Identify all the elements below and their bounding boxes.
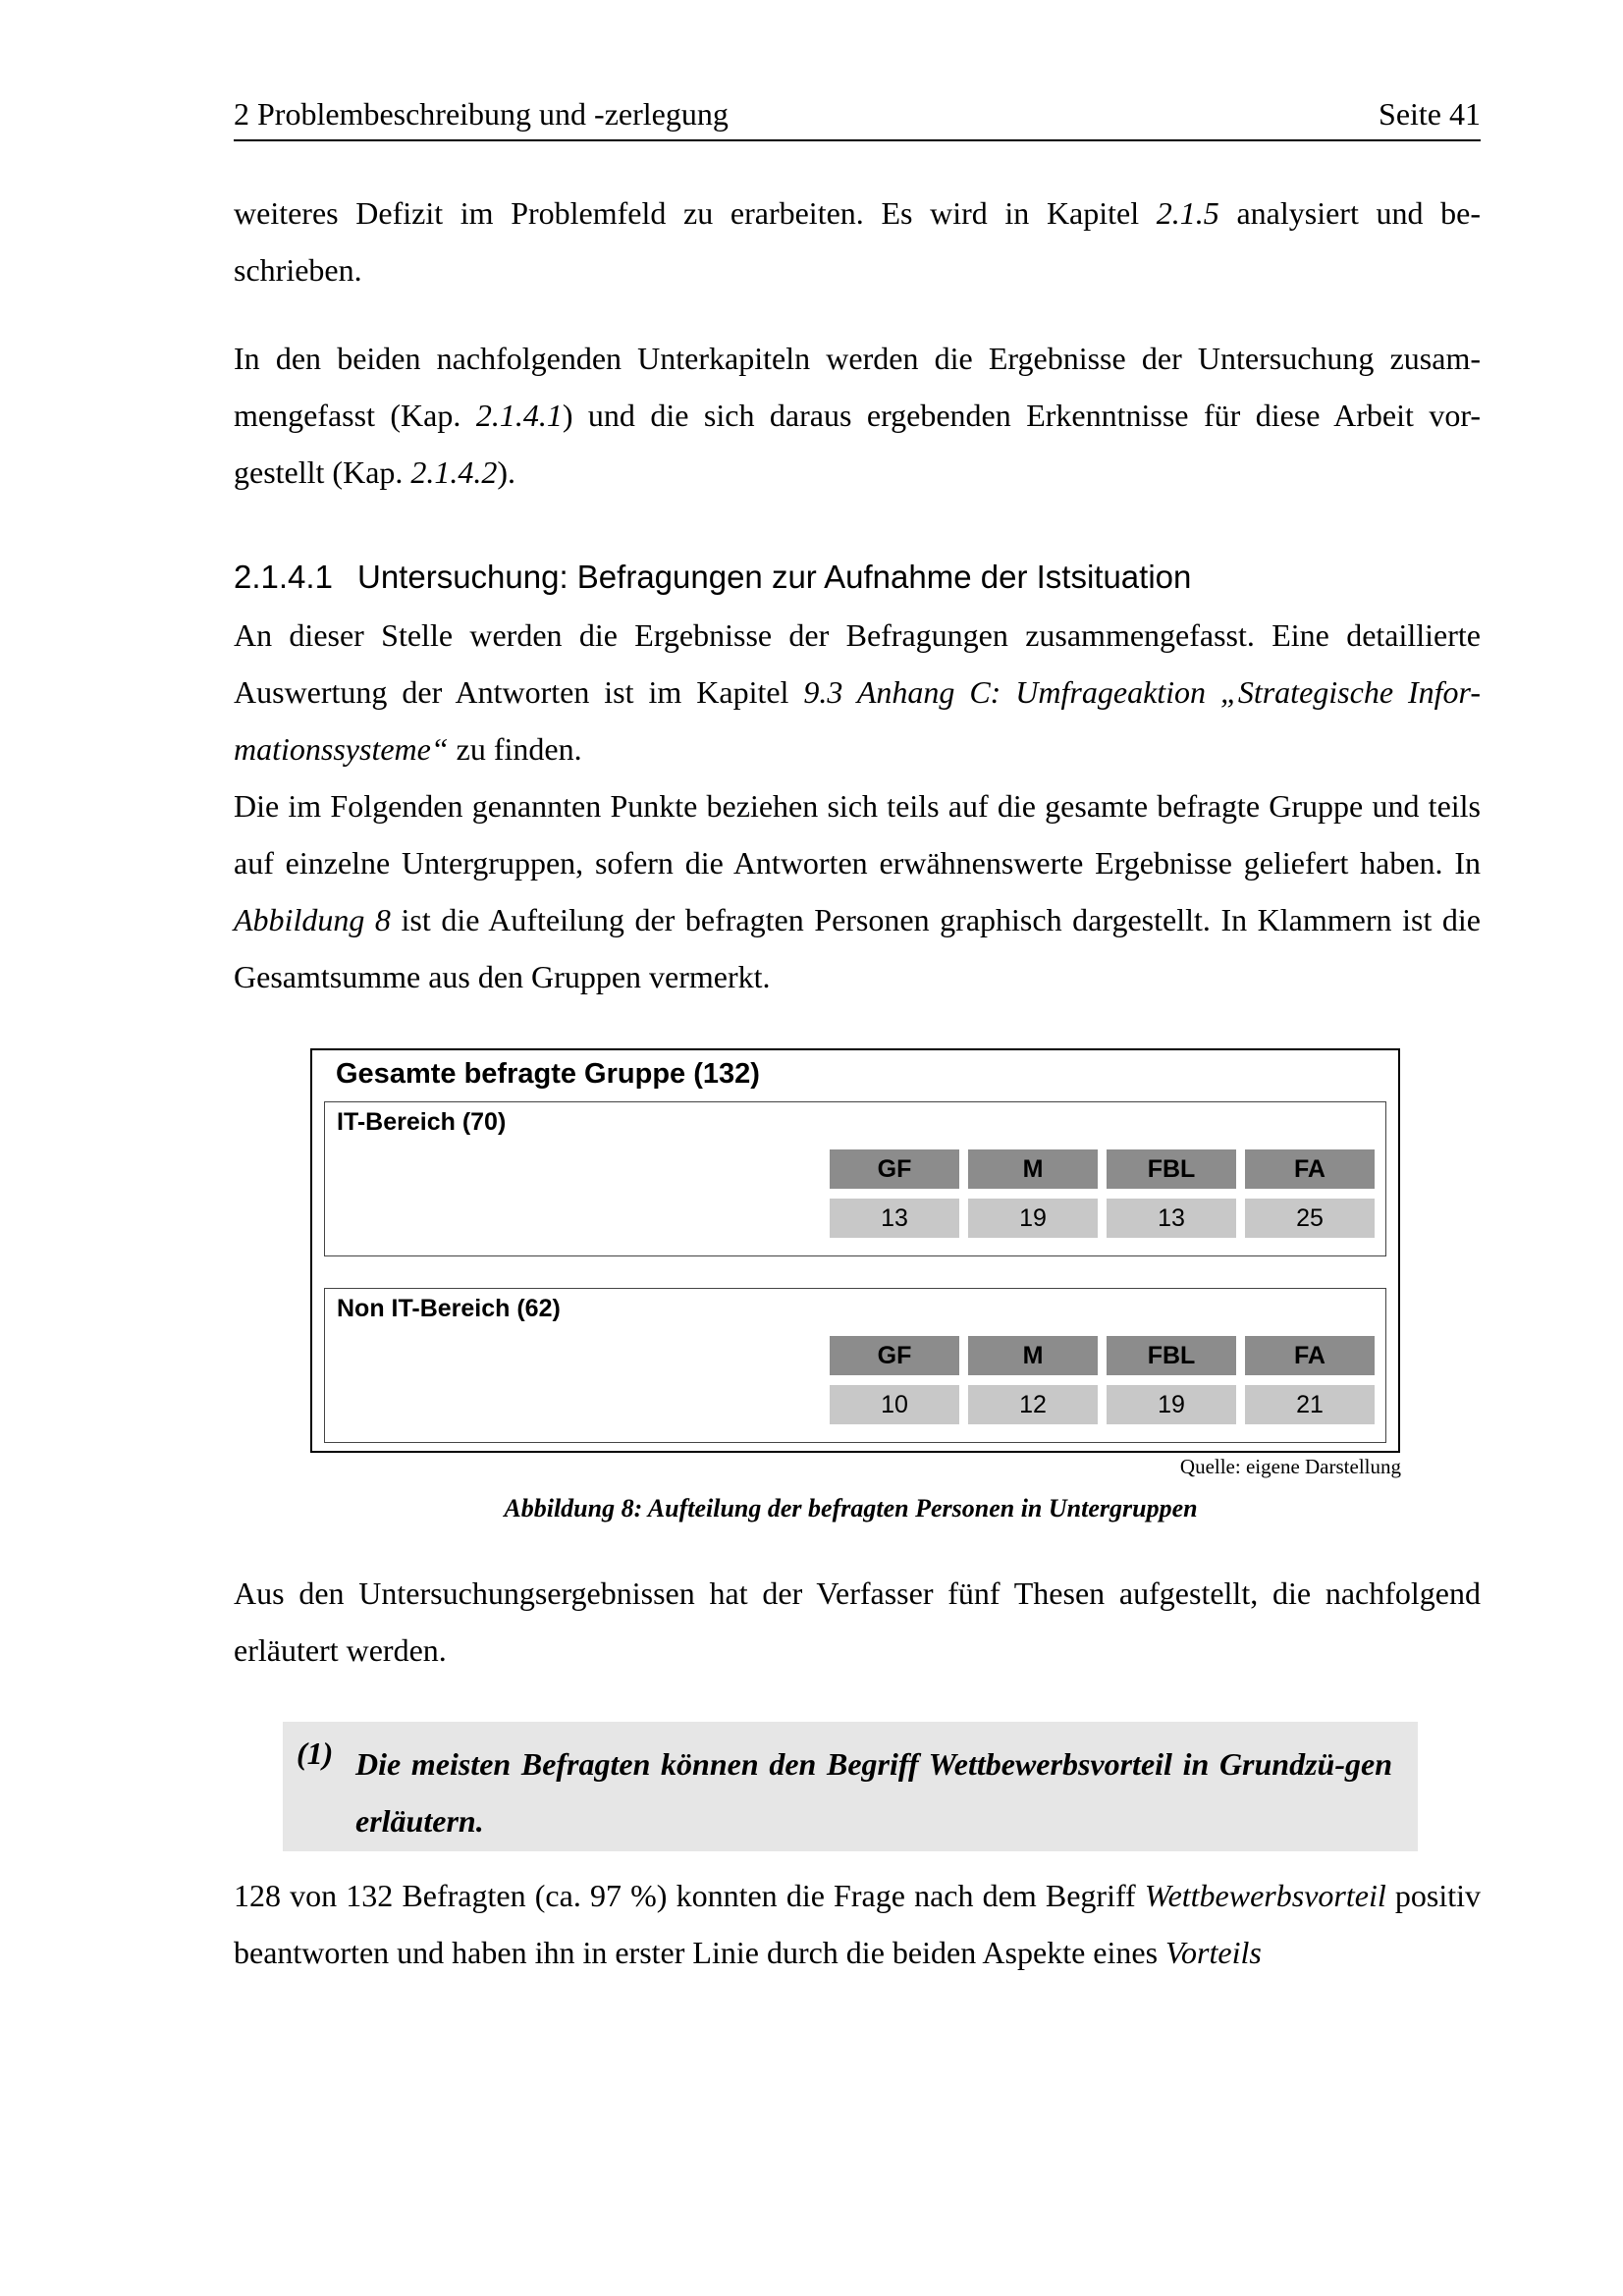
value-cell: 10 [830, 1385, 959, 1424]
value-cell: 13 [830, 1199, 959, 1238]
group-box-non-it [324, 1288, 1386, 1443]
figure-caption: Abbildung 8: Aufteilung der befragten Personen in Untergruppen [504, 1494, 1198, 1522]
value-cell: 12 [968, 1385, 1098, 1424]
page-header [234, 94, 1481, 141]
chapter-ref: 2.1.4.2 [410, 454, 498, 490]
chapter-title: 2 Problembeschreibung und -zerlegung [234, 96, 729, 132]
paragraph-5: Aus den Untersuchungsergebnissen hat der Verfasser fünf Thesen aufgestellt, die nachfolgend erläutert werden. [234, 1575, 1481, 1668]
paragraph-2: In den beiden nachfolgenden Unterkapiteln werden die Ergebnisse der Untersuchung zusam-mengefasst (Kap. 2.1.4.1) und die sich daraus ergebenden Erkenntnisse für diese Arbeit vor-gestellt (Kap. 2.1.4.2). [234, 341, 1482, 490]
thesis-box [283, 1722, 1418, 1851]
value-cell: 19 [968, 1199, 1098, 1238]
thesis-text: Die meisten Befragten können den Begriff Wettbewerbsvorteil in Grundzü-gen erläutern. [355, 1746, 1392, 1839]
thesis-number: (1) [297, 1735, 334, 1771]
value-cell: 25 [1245, 1199, 1375, 1238]
paragraph-3: An dieser Stelle werden die Ergebnisse der Befragungen zusammengefasst. Eine detaillierte Auswertung der Antworten ist im Kapitel 9.3 Anhang C: Umfrageaktion „Strategische Infor-mationssysteme“ zu finden. Die im Folgenden genannten Punkte beziehen sich teils auf die gesamte befragte Gruppe und teils auf einzelne Untergruppen, sofern die Antworten erwähnenswerte Ergebnisse geliefert haben. In Abbildung 8 ist die Aufteilung der befragten Personen graphisch dargestellt. In Klammern ist die Gesamtsumme aus den Gruppen vermerkt. [234, 617, 1482, 994]
header-cell: M [968, 1149, 1098, 1189]
header-cell: GF [830, 1336, 959, 1375]
header-cell: M [968, 1336, 1098, 1375]
chapter-ref: 2.1.4.1 [475, 398, 563, 433]
paragraph-6: 128 von 132 Befragten (ca. 97 %) konnten die Frage nach dem Begriff Wettbewerbsvorteil positiv beantworten und haben ihn in erster Linie durch die beiden Aspekte eines Vorteils [234, 1878, 1482, 1970]
figure-ref: Abbildung 8 [234, 902, 391, 937]
group-box-it [324, 1101, 1386, 1256]
figure-source: Quelle: eigene Darstellung [1179, 1455, 1401, 1478]
chapter-ref: 2.1.5 [1156, 195, 1219, 231]
paragraph-1: weiteres Defizit im Problemfeld zu erarbeiten. Es wird in Kapitel 2.1.5 analysiert und be-schrieben. [234, 195, 1482, 288]
term: Wettbewerbsvorteil [1144, 1878, 1386, 1913]
survey-group-figure [310, 1048, 1400, 1453]
header-cell: FBL [1107, 1149, 1236, 1189]
section-heading [234, 556, 1481, 599]
group-title: Non IT-Bereich (62) [337, 1295, 561, 1322]
appendix-ref: 9.3 Anhang C: Umfrageaktion „Strategische Infor-mationssysteme“ [234, 674, 1482, 767]
figure-title: Gesamte befragte Gruppe (132) [336, 1058, 760, 1090]
term: Vorteils [1165, 1935, 1262, 1970]
group-title: IT-Bereich (70) [337, 1108, 507, 1136]
header-cell: FBL [1107, 1336, 1236, 1375]
section-number: 2.1.4.1 [234, 559, 333, 595]
section-title: Untersuchung: Befragungen zur Aufnahme der Istsituation [357, 559, 1192, 595]
header-cell: FA [1245, 1336, 1375, 1375]
page-number: Seite 41 [1379, 96, 1481, 132]
header-cell: GF [830, 1149, 959, 1189]
value-cell: 21 [1245, 1385, 1375, 1424]
value-cell: 13 [1107, 1199, 1236, 1238]
header-cell: FA [1245, 1149, 1375, 1189]
value-cell: 19 [1107, 1385, 1236, 1424]
